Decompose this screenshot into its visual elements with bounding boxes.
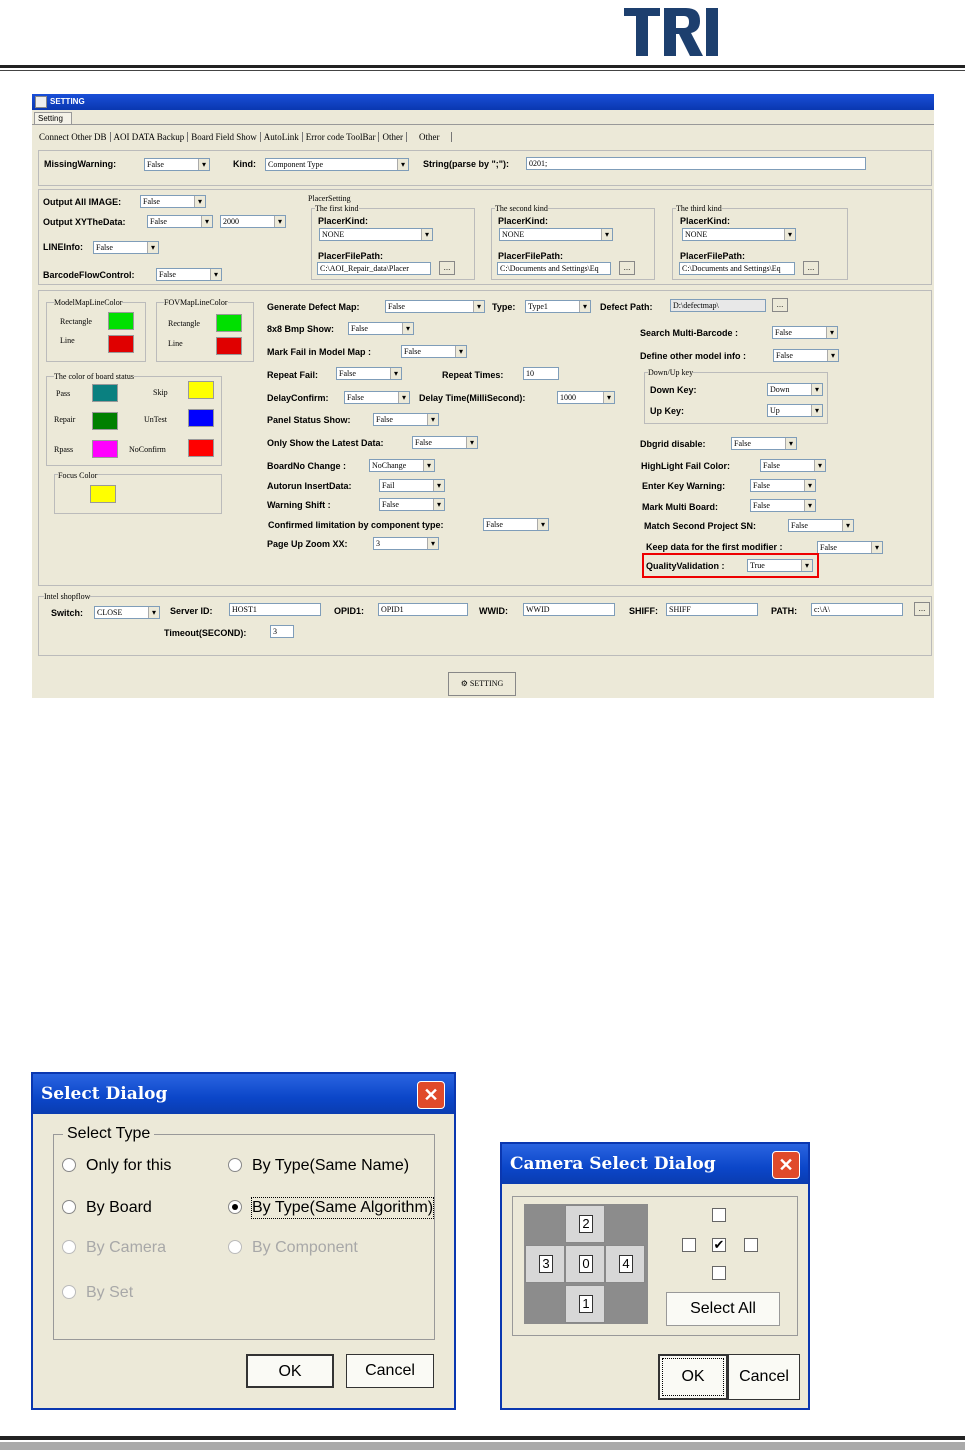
camera-cell-3[interactable] [525, 1245, 565, 1283]
select-dialog-cancel-button[interactable]: Cancel [346, 1354, 434, 1388]
tab-error-code-toolbar[interactable]: Error code ToolBar [303, 132, 380, 142]
server-id-input[interactable]: HOST1 [229, 603, 321, 616]
status-skip-swatch[interactable] [188, 381, 214, 399]
select-dialog-ok-button[interactable]: OK [246, 1354, 334, 1388]
dbgrid-disable-label: Dbgrid disable: [640, 439, 706, 449]
define-other-select[interactable]: False ▾ [773, 349, 839, 362]
tab-aoi-data-backup[interactable]: AOI DATA Backup [111, 132, 189, 142]
enter-key-warning-label: Enter Key Warning: [642, 481, 726, 491]
status-rpass-swatch[interactable] [92, 440, 118, 458]
up-key-select[interactable]: Up ▾ [767, 404, 823, 417]
output-all-image-label: Output All IMAGE: [43, 197, 122, 207]
radio-by-type-same-algorithm[interactable] [228, 1200, 242, 1214]
switch-label: Switch: [51, 608, 84, 618]
panel-status-label: Panel Status Show: [267, 415, 351, 425]
shopflow-title: Intel shopflow [44, 592, 91, 601]
generate-defect-map-label: Generate Defect Map: [267, 302, 360, 312]
placer-kind-3-select[interactable]: NONE ▾ [682, 228, 796, 241]
delay-time-select[interactable]: 1000 ▾ [557, 391, 615, 404]
camera-dialog-ok-button[interactable]: OK [658, 1354, 728, 1400]
line-info-label: LINEInfo: [43, 242, 83, 252]
mark-multi-label: Mark Multi Board: [642, 502, 719, 512]
tab-divider [32, 124, 934, 125]
camera-cell-1[interactable] [565, 1285, 605, 1323]
focus-color-title: Focus Color [58, 471, 98, 480]
output-xy-select[interactable]: False ▾ [147, 215, 213, 228]
select-dialog [31, 1072, 456, 1410]
shiff-input[interactable]: SHIFF [666, 603, 758, 616]
server-id-label: Server ID: [170, 606, 213, 616]
camera-select-dialog [500, 1142, 810, 1410]
camera-cell-0[interactable] [565, 1245, 605, 1283]
output-all-image-select[interactable]: False ▾ [140, 195, 206, 208]
tab-connect-other-db[interactable]: Connect Other DB [36, 132, 111, 142]
placer-path-3-browse[interactable]: ... [803, 261, 819, 275]
radio-by-set-label: By Set [86, 1284, 134, 1301]
radio-by-camera[interactable] [62, 1240, 76, 1254]
footer-rule [0, 1436, 965, 1440]
down-key-label: Down Key: [650, 385, 697, 395]
warning-shift-select[interactable]: False ▾ [379, 498, 445, 511]
output-xy-label: Output XYTheData: [43, 217, 126, 227]
radio-by-type-same-name-label: By Type(Same Name) [252, 1157, 410, 1174]
camera-cell-2[interactable] [565, 1205, 605, 1243]
radio-by-type-same-algorithm-label: By Type(Same Algorithm) [252, 1199, 434, 1216]
timeout-label: Timeout(SECOND): [164, 628, 247, 638]
panel-status-select[interactable]: False ▾ [373, 413, 439, 426]
path-label: PATH: [771, 606, 798, 616]
bmp-show-select[interactable]: False ▾ [348, 322, 414, 335]
search-multi-label: Search Multi-Barcode : [640, 328, 739, 338]
shiff-label: SHIFF: [629, 606, 658, 616]
kind-label: Kind: [233, 159, 256, 169]
placer-path-1-input[interactable]: C:\AOI_Repair_data\Placer [317, 262, 431, 275]
focus-color-swatch[interactable] [90, 485, 116, 503]
defect-path-browse[interactable]: ... [772, 298, 788, 312]
fov-map-rect-label: Rectangle [168, 319, 200, 328]
select-all-button[interactable]: Select All [666, 1292, 780, 1326]
fov-map-line-label: Line [168, 339, 183, 348]
search-multi-select[interactable]: False ▾ [772, 326, 838, 339]
radio-by-board-label: By Board [86, 1199, 152, 1216]
placer-path-2-input[interactable]: C:\Documents and Settings\Eq [497, 262, 611, 275]
defect-path-label: Defect Path: [600, 302, 653, 312]
status-rpass-label: Rpass [54, 445, 74, 454]
string-parse-label: String(parse by ";"): [423, 159, 510, 169]
barcode-flow-select[interactable]: False ▾ [156, 268, 222, 281]
select-type-title: Select Type [63, 1124, 154, 1144]
only-latest-select[interactable]: False ▾ [412, 436, 478, 449]
define-other-label: Define other model info : [640, 351, 747, 361]
placer-path-1-label: PlacerFilePath: [318, 251, 384, 261]
placer-path-3-input[interactable]: C:\Documents and Settings\Eq [679, 262, 795, 275]
mark-fail-select[interactable]: False ▾ [401, 345, 467, 358]
camera-checkbox-bottom[interactable] [712, 1266, 726, 1280]
status-pass-label: Pass [56, 389, 71, 398]
model-map-rect-swatch[interactable] [108, 312, 134, 330]
wwid-label: WWID: [479, 606, 508, 616]
status-untest-swatch[interactable] [188, 409, 214, 427]
match-second-select[interactable]: False ▾ [788, 519, 854, 532]
delay-confirm-label: DelayConfirm: [267, 393, 329, 403]
camera-dialog-title: Camera Select Dialog [510, 1154, 716, 1174]
settings-title: SETTING [50, 97, 85, 106]
setting-button-label: SETTING [469, 679, 504, 688]
string-parse-input[interactable]: 0201; [526, 157, 866, 170]
fov-map-rect-swatch[interactable] [216, 314, 242, 332]
mark-multi-select[interactable]: False ▾ [750, 499, 816, 512]
highlight-fail-select[interactable]: False ▾ [760, 459, 826, 472]
opid1-input[interactable]: OPID1 [378, 603, 468, 616]
radio-only-for-this-label: Only for this [86, 1157, 172, 1174]
placer-path-2-browse[interactable]: ... [619, 261, 635, 275]
radio-by-component-label: By Component [252, 1239, 358, 1256]
delay-confirm-select[interactable]: False ▾ [344, 391, 410, 404]
confirmed-limit-label: Confirmed limitation by component type: [268, 520, 444, 530]
delay-time-label: Delay Time(MilliSecond): [419, 393, 526, 403]
placer-kind-3-label: PlacerKind: [680, 216, 731, 226]
model-map-line-swatch[interactable] [108, 335, 134, 353]
camera-2-icon: 2 [579, 1215, 593, 1233]
placer-kind-1-title: The first kind [315, 204, 359, 213]
timeout-input[interactable]: 3 [270, 625, 294, 638]
placer-setting-label: PlacerSetting [308, 194, 351, 203]
defect-path-input[interactable]: D:\defectmap\ [670, 299, 766, 312]
board-status-title: The color of board status [54, 372, 134, 381]
camera-dialog-close-icon[interactable]: ✕ [772, 1151, 800, 1179]
status-untest-label: UnTest [144, 415, 167, 424]
status-pass-swatch[interactable] [92, 384, 118, 402]
output-xy-count-select[interactable]: 2000 ▾ [220, 215, 286, 228]
radio-by-board[interactable] [62, 1200, 76, 1214]
down-key-select[interactable]: Down ▾ [767, 383, 823, 396]
missing-warning-label: MissingWarning: [44, 159, 117, 169]
warning-shift-label: Warning Shift : [267, 500, 331, 510]
downup-key-title: Down/Up key [648, 368, 694, 377]
placer-path-3-label: PlacerFilePath: [680, 251, 746, 261]
boardno-change-label: BoardNo Change : [267, 461, 347, 471]
up-key-label: Up Key: [650, 406, 685, 416]
camera-3-icon: 3 [539, 1255, 553, 1273]
header-rule-thin [0, 70, 965, 71]
select-dialog-titlebar [33, 1074, 454, 1114]
select-dialog-close-icon[interactable]: ✕ [417, 1081, 445, 1109]
fov-map-color-title: FOVMapLineColor [164, 298, 228, 307]
tab-autolink[interactable]: AutoLink [261, 132, 303, 142]
page-up-zoom-select[interactable]: 3 ▾ [373, 537, 439, 550]
fov-map-line-swatch[interactable] [216, 337, 242, 355]
placer-path-1-browse[interactable]: ... [439, 261, 455, 275]
placer-kind-1-label: PlacerKind: [318, 216, 369, 226]
camera-checkbox-right[interactable] [744, 1238, 758, 1252]
opid1-label: OPID1: [334, 606, 365, 616]
model-map-color-group [46, 302, 146, 362]
dbgrid-disable-select[interactable]: False ▾ [731, 437, 797, 450]
model-map-rect-label: Rectangle [60, 317, 92, 326]
camera-checkbox-top[interactable] [712, 1208, 726, 1222]
camera-checkbox-left[interactable] [682, 1238, 696, 1252]
wwid-input[interactable]: WWID [523, 603, 615, 616]
status-repair-label: Repair [54, 415, 76, 424]
footer-band [0, 1442, 965, 1450]
tab-other-2[interactable]: Other [407, 132, 453, 142]
tab-board-field-show[interactable]: Board Field Show [188, 132, 261, 142]
camera-dialog-cancel-button[interactable]: Cancel [728, 1354, 800, 1400]
tab-setting[interactable]: Setting [34, 112, 72, 124]
keep-data-select[interactable]: False ▾ [817, 541, 883, 554]
radio-by-type-same-name[interactable] [228, 1158, 242, 1172]
settings-window [32, 94, 934, 698]
confirmed-limit-select[interactable]: False ▾ [483, 518, 549, 531]
status-noconfirm-label: NoConfirm [129, 445, 166, 454]
model-map-color-title: ModelMapLineColor [54, 298, 123, 307]
setting-button-icon: ⚙ [460, 679, 470, 688]
radio-by-component[interactable] [228, 1240, 242, 1254]
type-select[interactable]: Type1 ▾ [525, 300, 591, 313]
enter-key-warning-select[interactable]: False ▾ [750, 479, 816, 492]
path-browse-button[interactable]: ... [914, 602, 930, 616]
camera-checkbox-center[interactable]: ✔ [713, 1237, 725, 1252]
camera-dialog-titlebar [502, 1144, 808, 1184]
keep-data-label: Keep data for the first modifier : [646, 542, 783, 552]
match-second-label: Match Second Project SN: [644, 521, 757, 531]
settings-titlebar [32, 94, 934, 110]
autorun-insert-label: Autorun InsertData: [267, 481, 352, 491]
status-skip-label: Skip [153, 388, 168, 397]
quality-validation-label: QualityValidation : [646, 561, 725, 571]
placer-kind-1-select[interactable]: NONE ▾ [319, 228, 433, 241]
model-map-line-label: Line [60, 336, 75, 345]
placer-path-2-label: PlacerFilePath: [498, 251, 564, 261]
radio-by-set[interactable] [62, 1285, 76, 1299]
page-up-zoom-label: Page Up Zoom XX: [267, 539, 348, 549]
camera-cell-4[interactable] [605, 1245, 645, 1283]
repeat-fail-label: Repeat Fail: [267, 370, 319, 380]
only-latest-label: Only Show the Latest Data: [267, 438, 384, 448]
repeat-fail-select[interactable]: False ▾ [336, 367, 402, 380]
repeat-times-label: Repeat Times: [442, 370, 504, 380]
select-dialog-title: Select Dialog [41, 1084, 168, 1104]
switch-select[interactable]: CLOSE ▾ [94, 606, 160, 619]
autorun-insert-select[interactable]: Fail ▾ [379, 479, 445, 492]
placer-kind-3-title: The third kind [676, 204, 722, 213]
settings-window-icon [35, 96, 47, 108]
missing-warning-select[interactable]: False ▾ [144, 158, 210, 171]
status-repair-swatch[interactable] [92, 412, 118, 430]
placer-kind-2-select[interactable]: NONE ▾ [499, 228, 613, 241]
path-input[interactable]: c:\A\ [811, 603, 903, 616]
camera-1-icon: 1 [579, 1295, 593, 1313]
camera-0-icon: 0 [579, 1255, 593, 1273]
line-info-select[interactable]: False ▾ [93, 241, 159, 254]
barcode-flow-label: BarcodeFlowControl: [43, 270, 135, 280]
type-label: Type: [492, 302, 516, 312]
tri-logo [622, 2, 722, 58]
header-rule [0, 65, 965, 68]
camera-4-icon: 4 [619, 1255, 633, 1273]
radio-by-camera-label: By Camera [86, 1239, 167, 1256]
setting-button[interactable] [448, 672, 516, 696]
kind-select[interactable]: Component Type ▾ [265, 158, 409, 171]
quality-validation-select[interactable]: True ▾ [747, 559, 813, 572]
tab-other-1[interactable]: Other [379, 132, 407, 142]
repeat-times-input[interactable]: 10 [523, 367, 559, 380]
boardno-change-select[interactable]: NoChange ▾ [369, 459, 435, 472]
radio-only-for-this[interactable] [62, 1158, 76, 1172]
placer-kind-2-label: PlacerKind: [498, 216, 549, 226]
highlight-fail-label: HighLight Fail Color: [641, 461, 730, 471]
placer-kind-2-title: The second kind [495, 204, 548, 213]
bmp-show-label: 8x8 Bmp Show: [267, 324, 335, 334]
status-noconfirm-swatch[interactable] [188, 439, 214, 457]
settings-tab-strip [36, 130, 452, 144]
mark-fail-label: Mark Fail in Model Map : [267, 347, 372, 357]
generate-defect-map-select[interactable]: False ▾ [385, 300, 485, 313]
